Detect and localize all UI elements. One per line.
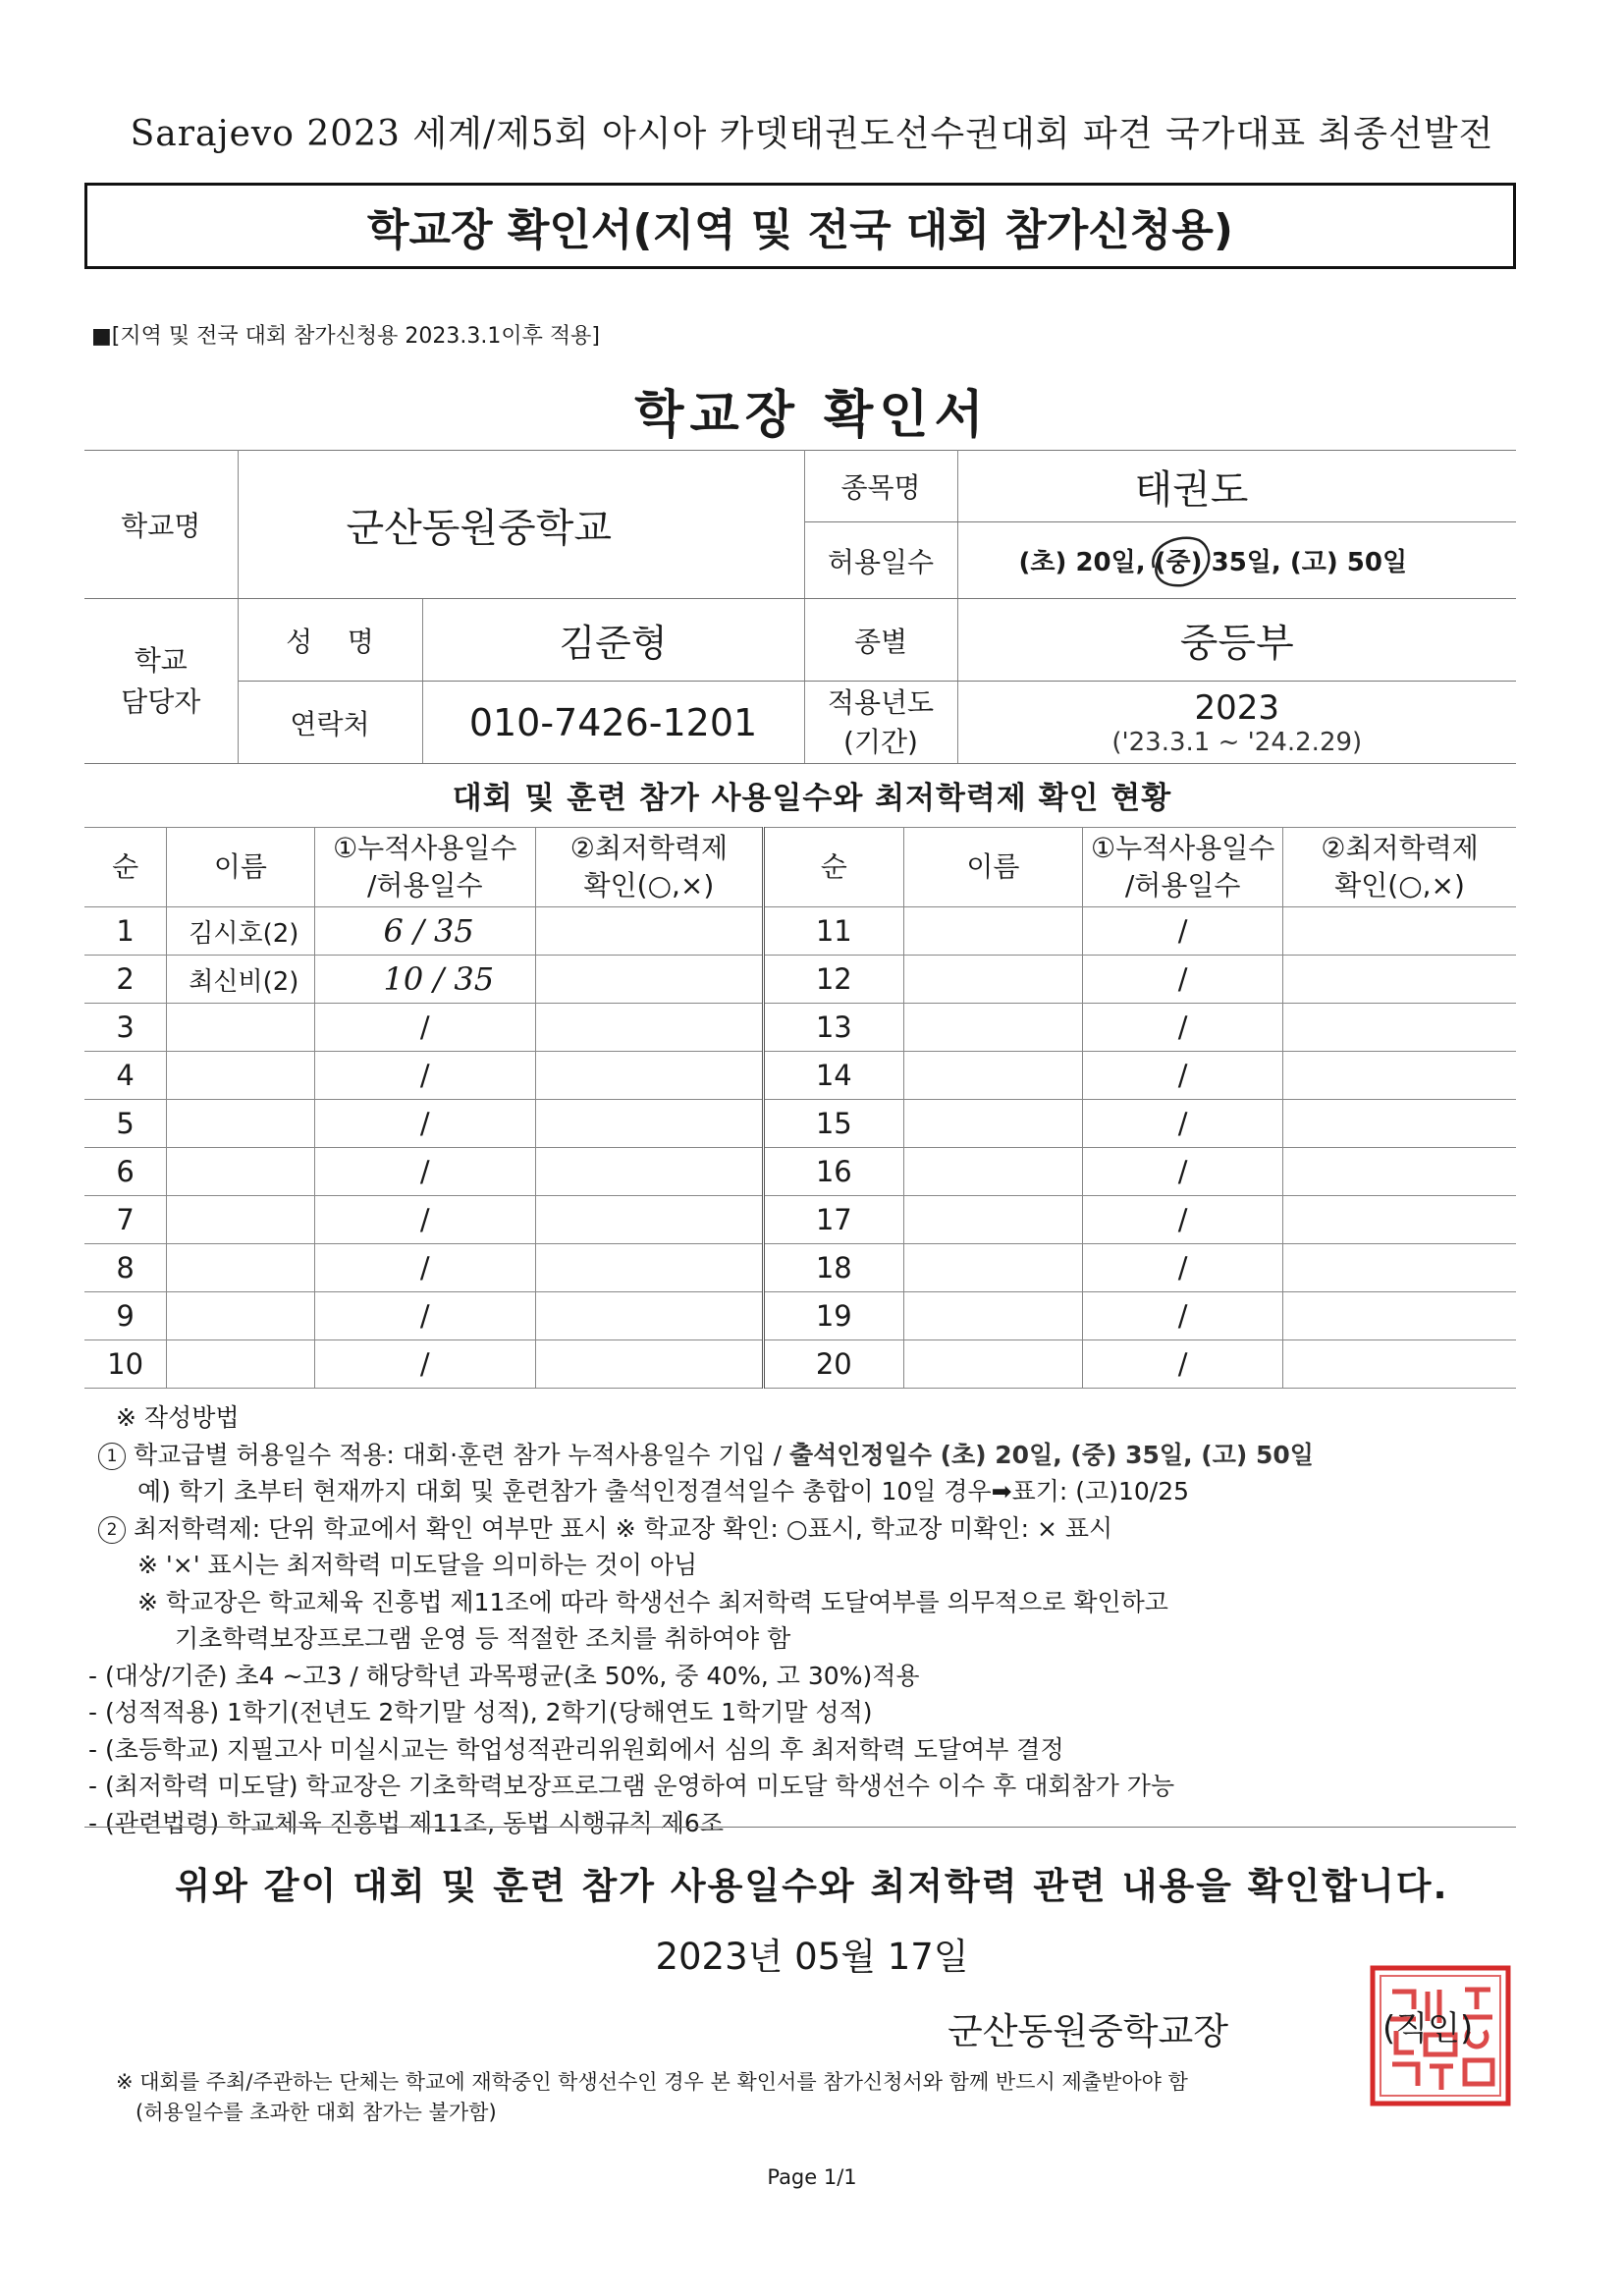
staff-label xyxy=(84,599,238,764)
row-number: 9 xyxy=(84,1292,167,1340)
row-number: 14 xyxy=(763,1052,903,1100)
instructions-section xyxy=(88,1399,1492,1841)
used-days: / xyxy=(1083,907,1283,956)
status-heading: 대회 및 훈련 참가 사용일수와 최저학력제 확인 현황 xyxy=(452,781,1172,816)
row-number: 11 xyxy=(763,907,903,956)
used-days: / xyxy=(314,1100,535,1148)
used-days: / xyxy=(1083,1244,1283,1292)
year-label-line2: (기간) xyxy=(843,725,918,758)
min-academic-check xyxy=(535,1292,763,1340)
used-days: / xyxy=(1083,1052,1283,1100)
min-academic-check xyxy=(1283,1148,1516,1196)
info-table xyxy=(84,450,1516,764)
name-label: 성 명 xyxy=(238,599,422,682)
instruction-line-4: ※ '×' 표시는 최저학력 미도달을 의미하는 것이 아님 xyxy=(137,1551,698,1579)
event-title: Sarajevo 2023 세계/제5회 아시아 카뎃태권도선수권대회 파견 국가대표 최종선발전 xyxy=(130,114,1494,154)
instruction-line-10: - (최저학력 미도달) 학교장은 기초학력보장프로그램 운영하여 미도달 학생선수 이수 후 대회참가 가능 xyxy=(88,1772,1175,1800)
min-academic-check xyxy=(1283,1100,1516,1148)
usage-note: ■[지역 및 전국 대회 참가신청용 2023.3.1이후 적용] xyxy=(91,324,600,349)
row-number: 7 xyxy=(84,1196,167,1244)
col-header-used-right-2: /허용일수 xyxy=(1124,869,1241,902)
status-table xyxy=(84,827,1516,1389)
used-days: / xyxy=(314,1244,535,1292)
col-header-used-2: /허용일수 xyxy=(366,869,483,902)
year-label-line1: 적용년도 xyxy=(827,686,935,720)
allowed-days-text: (초) 20일, (중) 35일, (고) 50일 xyxy=(1018,548,1408,577)
row-number: 17 xyxy=(763,1196,903,1244)
col-header-name-right: 이름 xyxy=(903,828,1083,907)
handwritten-circle-mark xyxy=(1140,528,1218,591)
min-academic-check xyxy=(1283,1052,1516,1100)
division-value: 중등부 xyxy=(957,599,1516,682)
athlete-name xyxy=(167,1292,314,1340)
table-row xyxy=(84,1244,1516,1292)
athlete-name xyxy=(903,1244,1083,1292)
athlete-name xyxy=(167,1100,314,1148)
table-row xyxy=(84,1052,1516,1100)
instruction-line-8: - (성적적용) 1학기(전년도 2학기말 성적), 2학기(당해연도 1학기말 성적) xyxy=(88,1698,873,1726)
athlete-name: 김시호(2) xyxy=(167,907,314,956)
used-days: / xyxy=(314,1196,535,1244)
principal-name: 군산동원중학교장 xyxy=(947,2010,1228,2052)
row-number: 13 xyxy=(763,1004,903,1052)
min-academic-check xyxy=(535,1004,763,1052)
used-days: / xyxy=(314,1052,535,1100)
table-row xyxy=(84,1292,1516,1340)
min-academic-check xyxy=(1283,1244,1516,1292)
row-number: 19 xyxy=(763,1292,903,1340)
col-header-min-right-1: ②최저학력제 xyxy=(1321,832,1479,865)
table-row xyxy=(84,1340,1516,1389)
instruction-line-11: - (관련법령) 학교체육 진흥법 제11조, 동법 시행규칙 제6조 xyxy=(88,1808,724,1837)
row-number: 5 xyxy=(84,1100,167,1148)
min-academic-check xyxy=(535,1340,763,1389)
instruction-line-5: ※ 학교장은 학교체육 진흥법 제11조에 따라 학생선수 최저학력 도달여부를 의무적으로 확인하고 xyxy=(137,1587,1168,1616)
sport-label: 종목명 xyxy=(804,451,957,522)
staff-label-line2: 담당자 xyxy=(121,684,201,718)
page-number: Page 1/1 xyxy=(767,2165,857,2189)
athlete-name xyxy=(903,1292,1083,1340)
form-title: 학교장 확인서 xyxy=(634,386,990,445)
athlete-name: 최신비(2) xyxy=(167,956,314,1004)
min-academic-check xyxy=(1283,907,1516,956)
instruction-line-3 xyxy=(98,1510,1492,1548)
year-period: ('23.3.1 ~ '24.2.29) xyxy=(1111,727,1363,757)
circled-number-1: 1 xyxy=(98,1443,126,1470)
used-days: / xyxy=(314,1340,535,1389)
col-header-used-right-1: ①누적사용일수 xyxy=(1090,832,1275,865)
used-days: / xyxy=(314,1292,535,1340)
used-days: / xyxy=(1083,1148,1283,1196)
row-number: 20 xyxy=(763,1340,903,1389)
min-academic-check xyxy=(1283,1292,1516,1340)
col-header-no: 순 xyxy=(84,828,167,907)
used-days: / xyxy=(1083,1292,1283,1340)
document-date: 2023년 05월 17일 xyxy=(655,1936,969,1978)
min-academic-check xyxy=(1283,1340,1516,1389)
row-number: 12 xyxy=(763,956,903,1004)
contact-label: 연락처 xyxy=(238,682,422,764)
min-academic-check xyxy=(1283,956,1516,1004)
min-academic-check xyxy=(1283,1004,1516,1052)
instruction-1-text: 학교급별 허용일수 적용: 대회·훈련 참가 누적사용일수 기입 / xyxy=(134,1440,789,1469)
col-header-name: 이름 xyxy=(167,828,314,907)
name-value: 김준형 xyxy=(422,599,804,682)
row-number: 2 xyxy=(84,956,167,1004)
athlete-name xyxy=(903,907,1083,956)
school-label: 학교명 xyxy=(84,451,238,599)
min-academic-check xyxy=(535,1100,763,1148)
min-academic-check xyxy=(1283,1196,1516,1244)
division-label: 종별 xyxy=(804,599,957,682)
table-row xyxy=(84,1100,1516,1148)
athlete-name xyxy=(903,1148,1083,1196)
used-days: / xyxy=(1083,1100,1283,1148)
instruction-line-6: 기초학력보장프로그램 운영 등 적절한 조치를 취하여야 함 xyxy=(175,1624,791,1653)
min-academic-check xyxy=(535,1244,763,1292)
athlete-name xyxy=(167,1004,314,1052)
athlete-name xyxy=(167,1148,314,1196)
year-label xyxy=(804,682,957,764)
min-academic-check xyxy=(535,1148,763,1196)
table-row xyxy=(84,956,1516,1004)
athlete-name xyxy=(903,1196,1083,1244)
row-number: 3 xyxy=(84,1004,167,1052)
used-days: 6 / 35 xyxy=(314,907,535,956)
min-academic-check xyxy=(535,907,763,956)
seal-label: (직인) xyxy=(1382,2009,1474,2049)
athlete-name xyxy=(167,1340,314,1389)
col-header-no-right: 순 xyxy=(763,828,903,907)
row-number: 1 xyxy=(84,907,167,956)
athlete-name xyxy=(903,1004,1083,1052)
athlete-name xyxy=(167,1244,314,1292)
year-value: 2023 xyxy=(1194,687,1280,728)
row-number: 8 xyxy=(84,1244,167,1292)
min-academic-check xyxy=(535,1052,763,1100)
row-number: 16 xyxy=(763,1148,903,1196)
instruction-3-text: 최저학력제: 단위 학교에서 확인 여부만 표시 ※ 학교장 확인: ○표시, 학교장 미확인: × 표시 xyxy=(134,1513,1113,1543)
min-academic-check xyxy=(535,1196,763,1244)
row-number: 10 xyxy=(84,1340,167,1389)
col-header-min-1: ②최저학력제 xyxy=(569,832,729,865)
instruction-line-2: 예) 학기 초부터 현재까지 대회 및 훈련참가 출석인정결석일수 총합이 10일 경우➡표기: (고)10/25 xyxy=(137,1477,1190,1505)
sport-value: 태권도 xyxy=(957,451,1516,522)
row-number: 15 xyxy=(763,1100,903,1148)
used-days: / xyxy=(1083,956,1283,1004)
col-header-min xyxy=(535,828,763,907)
footnote xyxy=(116,2067,1188,2128)
col-header-min-2: 확인(○,×) xyxy=(583,869,715,902)
athlete-name xyxy=(903,1052,1083,1100)
used-days: / xyxy=(1083,1196,1283,1244)
circled-number-2: 2 xyxy=(98,1516,126,1544)
status-header-row xyxy=(84,828,1516,907)
used-days: 10 / 35 xyxy=(314,956,535,1004)
row-number: 4 xyxy=(84,1052,167,1100)
col-header-min-right-2: 확인(○,×) xyxy=(1334,869,1465,902)
school-value: 군산동원중학교 xyxy=(238,451,804,599)
contact-value: 010-7426-1201 xyxy=(422,682,804,764)
min-academic-check xyxy=(535,956,763,1004)
athlete-name xyxy=(903,1340,1083,1389)
instruction-line-9: - (초등학교) 지필고사 미실시교는 학업성적관리위원회에서 심의 후 최저학력 도달여부 결정 xyxy=(88,1734,1064,1764)
col-header-used xyxy=(314,828,535,907)
instruction-line-7: - (대상/기준) 초4 ~고3 / 해당학년 과목평균(초 50%, 중 40%, 고 30%)적용 xyxy=(88,1661,920,1690)
allowed-days-label: 허용일수 xyxy=(804,522,957,599)
confirmation-statement: 위와 같이 대회 및 훈련 참가 사용일수와 최저학력 관련 내용을 확인합니다. xyxy=(175,1865,1449,1907)
footnote-line-1: ※ 대회를 주최/주관하는 단체는 학교에 재학중인 학생선수인 경우 본 확인서를 참가신청서와 함께 반드시 제출받아야 함 xyxy=(116,2070,1188,2094)
table-row xyxy=(84,1196,1516,1244)
athlete-name xyxy=(903,1100,1083,1148)
athlete-name xyxy=(903,956,1083,1004)
athlete-name xyxy=(167,1052,314,1100)
section-divider xyxy=(84,1827,1516,1828)
instruction-1-emphasis: 출석인정일수 (초) 20일, (중) 35일, (고) 50일 xyxy=(788,1440,1314,1469)
used-days: / xyxy=(314,1004,535,1052)
allowed-days-value xyxy=(957,522,1516,599)
col-header-min-right xyxy=(1283,828,1516,907)
used-days: / xyxy=(1083,1004,1283,1052)
row-number: 6 xyxy=(84,1148,167,1196)
status-table-body xyxy=(84,828,1516,1389)
athlete-name xyxy=(167,1196,314,1244)
document-header-box: 학교장 확인서(지역 및 전국 대회 참가신청용) xyxy=(84,183,1516,269)
instructions-title: ※ 작성방법 xyxy=(116,1403,240,1432)
table-row xyxy=(84,1004,1516,1052)
instruction-line-1 xyxy=(98,1437,1492,1474)
row-number: 18 xyxy=(763,1244,903,1292)
used-days: / xyxy=(1083,1340,1283,1389)
col-header-used-right xyxy=(1083,828,1283,907)
col-header-used-1: ①누적사용일수 xyxy=(333,832,517,865)
table-row xyxy=(84,907,1516,956)
used-days: / xyxy=(314,1148,535,1196)
table-row xyxy=(84,1148,1516,1196)
year-value-cell xyxy=(957,682,1516,764)
staff-label-line1: 학교 xyxy=(134,643,188,677)
footnote-line-2: (허용일수를 초과한 대회 참가는 불가함) xyxy=(135,2101,497,2124)
